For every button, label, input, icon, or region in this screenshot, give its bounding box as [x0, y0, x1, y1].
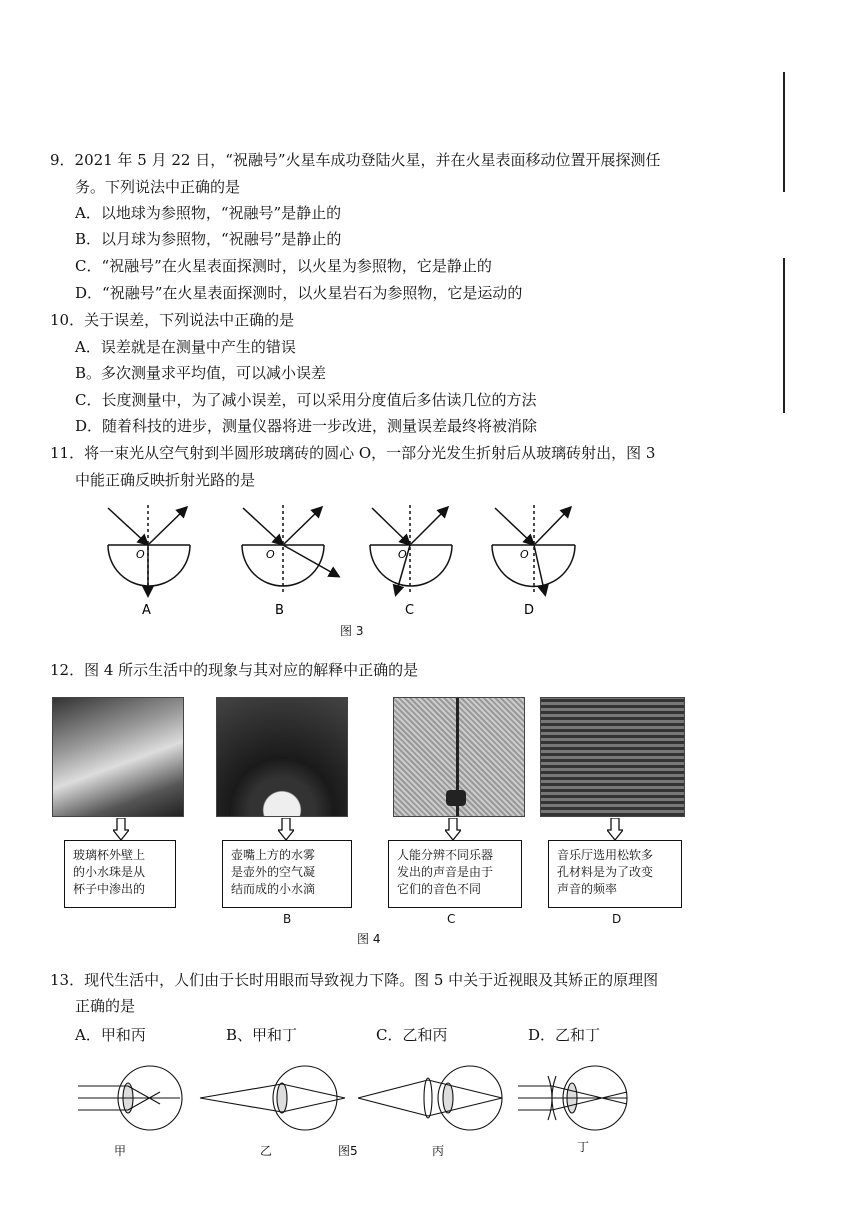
q13-stem-cont: 正确的是 [75, 997, 136, 1015]
explanation-box-a [64, 840, 176, 908]
down-arrow-icon [445, 818, 461, 840]
box-c-label: C [447, 912, 456, 926]
q13-stem: 13．现代生活中，人们由于长时用眼而导致视力下降。图 5 中关于近视眼及其矫正的原理图 [50, 971, 659, 989]
box-d-label: D [612, 912, 622, 926]
q10-option-b: B。多次测量求平均值，可以减小误差 [75, 364, 327, 382]
box-d-line: 孔材料是为了改变 [557, 865, 654, 879]
down-arrow-icon [113, 818, 129, 840]
diagram-d [492, 505, 575, 595]
box-a-line: 玻璃杯外壁上 [73, 848, 146, 862]
photo-instrument [393, 697, 525, 817]
q11-stem-cont: 中能正确反映折射光路的是 [75, 471, 256, 489]
q10-option-a: A．误差就是在测量中产生的错误 [75, 338, 296, 356]
explanation-box-c [388, 840, 522, 908]
box-d-line: 声音的频率 [557, 882, 618, 896]
diagram-c-o: O [398, 548, 407, 561]
q13-option-c: C．乙和丙 [376, 1026, 448, 1044]
figure-3-caption: 图 3 [340, 624, 364, 638]
q13-option-b: B、甲和丁 [226, 1026, 298, 1044]
box-c-line: 发出的声音是由于 [397, 865, 494, 879]
diagram-a-label: A [142, 603, 151, 618]
diagram-a [108, 505, 190, 595]
box-b-line: 是壶外的空气凝 [231, 865, 316, 879]
eye-label-bing: 丙 [432, 1144, 445, 1158]
photo-kettle-steam [216, 697, 348, 817]
eye-diagram-jia [78, 1066, 182, 1130]
box-d-line: 音乐厅选用松软多 [557, 848, 654, 862]
q11-stem: 11．将一束光从空气射到半圆形玻璃砖的圆心 O，一部分光发生折射后从玻璃砖射出，图 3 [50, 444, 656, 462]
down-arrow-icon [278, 818, 294, 840]
diagram-a-o: O [136, 548, 145, 561]
eye-diagram-ding [518, 1066, 627, 1130]
photo-concert-hall [540, 697, 685, 817]
q9-stem-cont: 务。下列说法中正确的是 [75, 178, 241, 196]
diagram-d-label: D [524, 603, 535, 618]
q9-option-b: B．以月球为参照物，“祝融号”是静止的 [75, 230, 342, 248]
down-arrow-icon [607, 818, 623, 840]
q10-option-d: D．随着科技的进步，测量仪器将进一步改进，测量误差最终将被消除 [75, 417, 538, 435]
eye-diagram-yi [200, 1066, 345, 1130]
q9-option-c: C．“祝融号”在火星表面探测时，以火星为参照物，它是静止的 [75, 257, 492, 275]
q10-option-c: C．长度测量中，为了减小误差，可以采用分度值后多估读几位的方法 [75, 391, 537, 409]
diagram-b [242, 505, 338, 595]
diagram-b-o: O [266, 548, 275, 561]
explanation-box-d [548, 840, 682, 908]
figure-3-refraction-diagrams [0, 500, 867, 650]
diagram-b-label: B [275, 603, 284, 618]
diagram-c [370, 505, 452, 595]
q13-option-d: D．乙和丁 [528, 1026, 601, 1044]
instrument-body [446, 790, 466, 806]
q10-stem: 10．关于误差，下列说法中正确的是 [50, 311, 295, 329]
diagram-d-o: O [520, 548, 529, 561]
box-c-line: 它们的音色不同 [397, 882, 482, 896]
diagram-c-label: C [405, 603, 415, 618]
figure-4-caption: 图 4 [357, 932, 381, 946]
eye-label-yi: 乙 [260, 1144, 273, 1158]
q9-option-a: A．以地球为参照物，“祝融号”是静止的 [75, 204, 342, 222]
eye-diagram-bing [358, 1066, 502, 1130]
box-a-line: 的小水珠是从 [73, 865, 146, 879]
box-b-label: B [283, 912, 292, 926]
figure-5-eye-diagrams [0, 1060, 867, 1140]
q9-stem: 9．2021 年 5 月 22 日，“祝融号”火星车成功登陆火星，并在火星表面移动位置开展探测任 [50, 151, 661, 169]
q12-stem: 12．图 4 所示生活中的现象与其对应的解释中正确的是 [50, 661, 419, 679]
q13-option-a: A．甲和丙 [75, 1026, 146, 1044]
box-a-line: 杯子中渗出的 [73, 882, 146, 896]
margin-rule-bottom [783, 258, 785, 413]
q9-option-d: D．“祝融号”在火星表面探测时，以火星岩石为参照物，它是运动的 [75, 284, 523, 302]
explanation-box-b [222, 840, 352, 908]
box-b-line: 结而成的小水滴 [231, 882, 316, 896]
figure-5-caption: 图5 [338, 1144, 358, 1158]
box-c-line: 人能分辨不同乐器 [397, 848, 494, 862]
eye-label-ding: 丁 [577, 1140, 590, 1154]
margin-rule-top [783, 72, 785, 192]
eye-label-jia: 甲 [114, 1144, 127, 1158]
box-b-line: 壶嘴上方的水雾 [231, 848, 316, 862]
photo-glass-cup [52, 697, 184, 817]
